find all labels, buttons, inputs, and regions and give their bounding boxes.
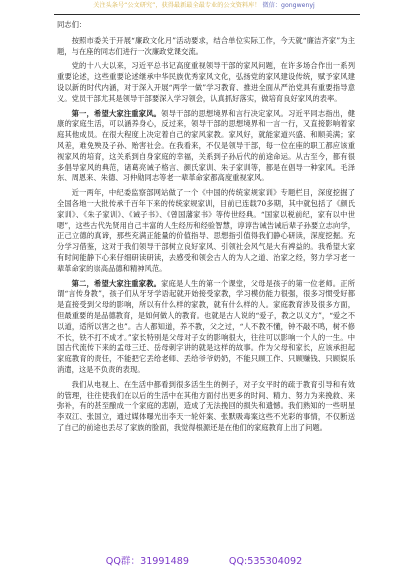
paragraph-family-rules bbox=[57, 188, 355, 274]
paragraph-text: 党的十八大以来，习近平总书记高度重视领导干部的家风问题，在许多场合作出一系列重要论述，这些重要论述继承中华民族优秀家风文化，弘扬党的家风建设传统，赋予家风建设以新的时代内涵，对于深入开展“两学一做”学习教育、推进全面从严治党具有重要指导意义。党员干部尤其是领导干部要深入学习领会，认真抓好落实，做培育良好家风的表率。 bbox=[57, 61, 355, 103]
header-wechat-text: 微信：gongwenyj bbox=[262, 2, 315, 9]
header-promo-text: 关注头条号“公文研究”，获得最新最全最专业的公文资料库！ bbox=[93, 2, 261, 9]
document-body bbox=[57, 20, 355, 438]
section-heading: 第一，希望大家注重家风。 bbox=[71, 108, 162, 118]
section-heading: 第二，希望大家注重家教。 bbox=[71, 278, 162, 288]
page-header bbox=[0, 2, 408, 10]
paragraph-text: 按照市委关于开展“廉政文化月”活动要求，结合单位实际工作，今天就“廉洁齐家”为主题，与在座的同志们进行一次廉政党课交流。 bbox=[57, 35, 355, 56]
paragraph-text: 近一两年，中纪委监察部网站做了一个《中国的传统家规家训》专题栏目，深度挖掘了全国各地一大批传承千百年下来的传统家规家训，目前已连载70多期，其中就包括了《颜氏家训》、《朱子家训》、《诫子书》、《曾国藩家书》等传世经典。“国家以税前纪，家有以中世嗯”，这些古代先贤用自己丰富的人生经历和经验智慧，谆谆告诫告诫后辈子孙要立志向学，正己立德的真谛，那些充满正能量的价值指导、思想指引值得我们静心研读，深度挖掘。充分学习借鉴，这对于我们领导干部树立良好家风、引领社会风气是大有裨益的。我希望大家有时间能静下心来仔细研读研读，去感受和领会古人的为人之道、治家之经，努力学习老一辈革命家的崇高品德和精神风范。 bbox=[57, 188, 355, 273]
paragraph-text: 家庭是人生的第一个课堂，父母是孩子的第一位老师。正所谓“言传身教”，孩子们从牙牙学语起就开始接受家教，学习模仿能力很强，很多习惯受好都是直接受到父母的影响，所以有什么样的家教，就有什么样的人。家庭教育涉及很多方面，但最重要的是品德教育，是如何做人的教育。也就是古人说的“爱子，教之以义方”，“爱之不以道，适所以害之也”。古人都知道，养不教，父之过，“人不教不懂，钟不敲不鸣，树不修不长，铁不打不成才。”家长特别是父母对子女的影响很大，往往可以影响一个人的一生。中国古代流传下来的孟母三迁、岳母刺字讲的就是这样的故事。作为父母和家长，应该承担起家庭教育的责任，不能把它丢给老师、丢给爷爷奶奶，不能只顾工作、只顾赚钱、只顾娱乐消遣，这是不负责的表现。 bbox=[57, 278, 356, 374]
footer-qq-group: QQ群：31991489 bbox=[105, 556, 189, 567]
footer-qq: QQ:535304092 bbox=[228, 556, 303, 567]
paragraph-point-2 bbox=[57, 279, 355, 376]
paragraph-text: 领导干部的思想境界和言行决定家风。习近平同志指出，健康的家庭生活，可以涵养身心，反过来，领导干部的思想境界和一言一行，又直接影响着家庭其他成员。在很大程度上决定着自己的家风家教。家风好，就能家道兴盛、和顺美满；家风差，难免殃及子孙、贻害社会。在我看来，不仅是领导干部，每一位在座的职工都应该重视家风的培育，这关系到自身家庭的幸福，关系到子孙后代的前途命运。从古至今，都有很多倡导家风的典范，诸葛亮诫子格言、颜氏家训、朱子家训等，都是在倡导一种家风。毛泽东、周恩来、朱德、习仲勋同志等老一辈革命家都高度重视家风。 bbox=[57, 108, 356, 183]
paragraph-text: 我们从电视上、在生活中都看到很多活生生的例子，对子女平时的疏于教育引导和有效的管理，往往使我们在以后的生活中在其他方面付出更多的时间、精力、努力为来挽救、来弥补，有的甚至酿成一个家庭的悲剧，造成了无法挽回的损失和遗憾。我们熟知的一些明星李双江、张国立，通过媒体曝光出李天一轮奸案、张默吸毒案这些不光彩的事情，不仅断送了自己的前途也丢尽了家族的脸面，我觉得根源还是在他们的家庭教育上出了问题。 bbox=[57, 379, 355, 432]
header-divider bbox=[54, 14, 360, 15]
page-footer bbox=[0, 553, 408, 567]
paragraph-examples bbox=[57, 380, 355, 434]
paragraph-point-1 bbox=[57, 109, 355, 185]
salutation: 同志们： bbox=[57, 20, 87, 29]
paragraph-intro bbox=[57, 36, 355, 58]
paragraph-context bbox=[57, 61, 355, 104]
